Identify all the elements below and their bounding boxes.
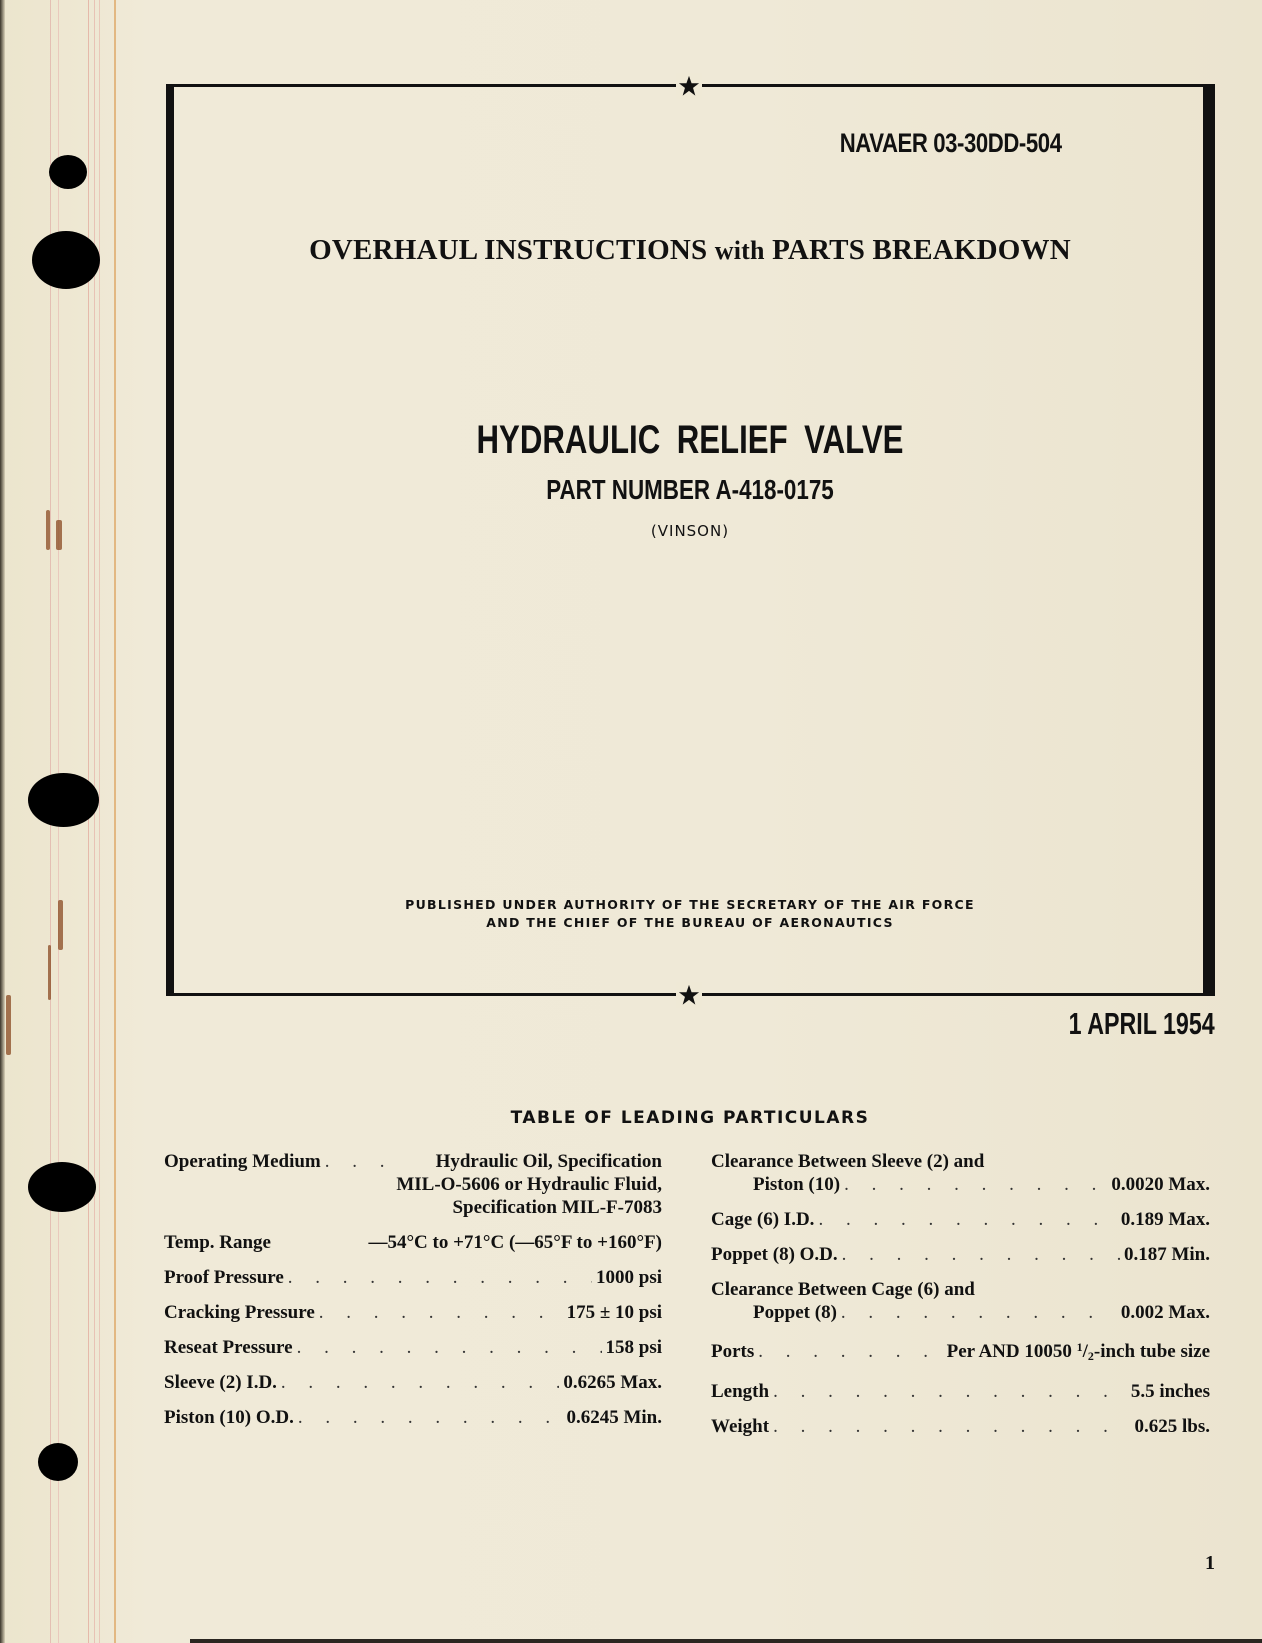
- particular-value: Specification MIL-F-7083: [452, 1197, 662, 1218]
- dot-leader: [297, 1336, 602, 1359]
- frame-left-border: [166, 84, 174, 996]
- part-number: PART NUMBER A-418-0175: [546, 474, 834, 505]
- particular-row-cracking-pressure: [164, 1301, 662, 1324]
- particular-label: Operating Medium: [164, 1151, 321, 1172]
- dot-leader: [319, 1301, 563, 1324]
- particular-row-weight: [711, 1415, 1210, 1438]
- particular-row-operating-medium: [164, 1150, 662, 1219]
- particular-label: Weight: [711, 1416, 770, 1437]
- particular-value: 0.189 Max.: [1120, 1209, 1210, 1230]
- particular-row-sleeve-id: [164, 1371, 662, 1394]
- dot-leader: [758, 1340, 942, 1363]
- product-name: HYDRAULIC RELIEF VALVE: [476, 418, 904, 462]
- binding-hole-icon: [38, 1443, 78, 1481]
- dot-leader: [773, 1415, 1130, 1438]
- particular-row-clearance-cage-poppet: [711, 1278, 1210, 1324]
- dot-leader: [818, 1208, 1116, 1231]
- dot-leader: [773, 1380, 1127, 1403]
- particular-value: 175 ± 10 psi: [566, 1302, 662, 1323]
- document-number: NAVAER 03-30DD-504: [840, 128, 1062, 158]
- page-number: 1: [1205, 1552, 1215, 1574]
- star-icon: [676, 73, 702, 99]
- particular-value: MIL-O-5606 or Hydraulic Fluid,: [396, 1174, 662, 1195]
- frame-right-border: [1203, 84, 1215, 996]
- particular-row-poppet-od: [711, 1243, 1210, 1266]
- rust-stain: [6, 995, 11, 1055]
- particular-label: Temp. Range: [164, 1232, 271, 1253]
- dot-leader: [844, 1173, 1107, 1196]
- page-bottom-edge: [190, 1639, 1262, 1643]
- document-title: [0, 234, 1262, 267]
- title-with: with: [714, 236, 765, 265]
- particular-value: 0.6245 Min.: [566, 1407, 662, 1428]
- particular-label: Proof Pressure: [164, 1267, 284, 1288]
- particular-row-piston-od: [164, 1406, 662, 1429]
- dot-leader: [288, 1266, 592, 1289]
- particular-row-temp-range: [164, 1231, 662, 1254]
- particular-value: 0.187 Min.: [1123, 1244, 1210, 1265]
- particular-row-reseat-pressure: [164, 1336, 662, 1359]
- particular-value: 0.625 lbs.: [1134, 1416, 1210, 1437]
- particular-label: Reseat Pressure: [164, 1337, 293, 1358]
- particular-label: Piston (10) O.D.: [164, 1407, 294, 1428]
- particular-label: Poppet (8): [753, 1302, 837, 1323]
- particular-value: 5.5 inches: [1130, 1381, 1210, 1402]
- particulars-left-column: [164, 1150, 662, 1441]
- dot-leader: [281, 1371, 559, 1394]
- particular-value: 158 psi: [605, 1337, 662, 1358]
- dot-leader: . . .: [324, 1151, 394, 1172]
- particulars-right-column: [711, 1150, 1210, 1450]
- particular-label: Ports: [711, 1341, 755, 1362]
- authority-line: PUBLISHED UNDER AUTHORITY OF THE SECRETARY OF THE AIR FORCE: [405, 897, 975, 912]
- particular-label: Sleeve (2) I.D.: [164, 1372, 277, 1393]
- particular-value: 0.6265 Max.: [563, 1372, 662, 1393]
- particular-label: Cracking Pressure: [164, 1302, 315, 1323]
- star-icon: [676, 982, 702, 1008]
- particular-label: Clearance Between Sleeve (2) and: [711, 1151, 985, 1172]
- particular-value: Per AND 10050 $^1/_2$-inch tube size: [946, 1340, 1210, 1363]
- particular-row-cage-id: [711, 1208, 1210, 1231]
- title-part1: OVERHAUL INSTRUCTIONS: [309, 234, 708, 266]
- particular-label: Clearance Between Cage (6) and: [711, 1279, 975, 1300]
- table-title: TABLE OF LEADING PARTICULARS: [510, 1108, 870, 1128]
- binding-hole-icon: [49, 155, 87, 189]
- title-part2: PARTS BREAKDOWN: [772, 234, 1071, 266]
- rust-stain: [48, 945, 51, 1000]
- authority-line: AND THE CHIEF OF THE BUREAU OF AERONAUTICS: [486, 915, 894, 930]
- particular-value: Hydraulic Oil, Specification: [435, 1151, 662, 1172]
- publication-authority: [0, 896, 1262, 932]
- particular-label: Length: [711, 1381, 770, 1402]
- particular-row-clearance-sleeve-piston: [711, 1150, 1210, 1196]
- particular-row-proof-pressure: [164, 1266, 662, 1289]
- particular-value: 1000 psi: [596, 1267, 662, 1288]
- dot-leader: [298, 1406, 563, 1429]
- binding-hole-icon: [28, 1162, 96, 1212]
- particular-label: Piston (10): [753, 1174, 841, 1195]
- particular-row-length: [711, 1380, 1210, 1403]
- particular-value: 0.0020 Max.: [1111, 1174, 1210, 1195]
- particular-label: Cage (6) I.D.: [711, 1209, 815, 1230]
- particular-label: Poppet (8) O.D.: [711, 1244, 838, 1265]
- particular-value: 0.002 Max.: [1120, 1302, 1210, 1323]
- manufacturer: (VINSON): [650, 522, 730, 540]
- dot-leader: [842, 1243, 1120, 1266]
- dot-leader: [841, 1301, 1117, 1324]
- particular-value: —54°C to +71°C (—65°F to +160°F): [368, 1232, 662, 1253]
- binding-hole-icon: [28, 773, 99, 827]
- particular-row-ports: [711, 1336, 1210, 1368]
- publication-date: 1 APRIL 1954: [1068, 1006, 1215, 1041]
